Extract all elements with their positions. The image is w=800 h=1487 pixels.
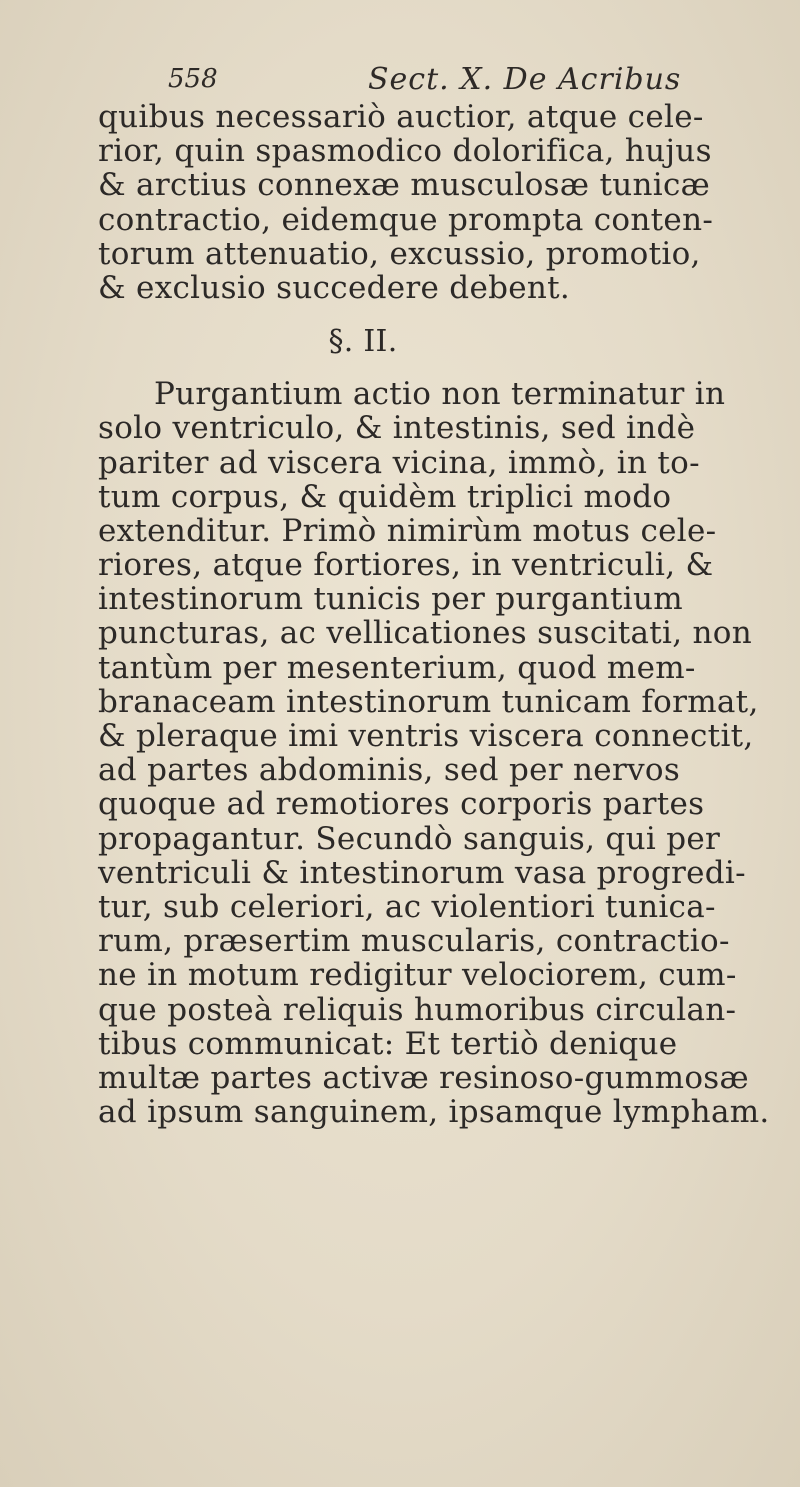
- text-line: solo ventriculo, & intestinis, sed indè: [98, 410, 696, 447]
- text-line: quoque ad remotiores corporis partes: [98, 786, 705, 823]
- text-line: extenditur. Primò nimirùm motus cele-: [98, 512, 717, 549]
- text-line: Purgantium actio non terminatur in: [154, 376, 726, 413]
- section-heading: §. II.: [328, 324, 398, 360]
- text-line: ad ipsum sanguinem, ipsamque lympham.: [98, 1094, 770, 1131]
- text-line: contractio, eidemque prompta conten-: [98, 201, 714, 238]
- text-line: que posteà reliquis humoribus circulan-: [98, 991, 737, 1028]
- text-line: tur, sub celeriori, ac violentiori tunica-: [98, 888, 716, 925]
- text-line: pariter ad viscera vicina, immò, in to-: [98, 444, 700, 481]
- paragraph-1: [98, 100, 778, 305]
- text-line: & exclusio succedere debent.: [98, 269, 571, 306]
- running-head: Sect. X. De Acribus: [368, 62, 682, 97]
- text-line: & arctius connexæ musculosæ tunicæ: [98, 167, 711, 204]
- text-line: ne in motum redigitur velociorem, cum-: [98, 957, 737, 994]
- text-line: ventriculi & intestinorum vasa progredi-: [98, 854, 746, 891]
- text-line: propagantur. Secundò sanguis, qui per: [98, 820, 721, 857]
- body-text: [98, 100, 778, 1129]
- text-line: quibus necessariò auctior, atque cele-: [98, 99, 704, 135]
- text-line: riores, atque fortiores, in ventriculi, &: [98, 547, 714, 584]
- text-line: tantùm per mesenterium, quod mem-: [98, 649, 696, 686]
- text-line: tibus communicat: Et tertiò denique: [98, 1025, 678, 1062]
- text-line: torum attenuatio, excussio, promotio,: [98, 235, 701, 272]
- text-line: rum, præsertim muscularis, contractio-: [98, 923, 730, 960]
- text-line: & pleraque imi ventris viscera connectit,: [98, 718, 754, 754]
- text-line: multæ partes activæ resinoso-gummosæ: [98, 1059, 749, 1096]
- text-line: intestinorum tunicis per purgantium: [98, 581, 683, 618]
- text-line: branaceam intestinorum tunicam format,: [98, 683, 759, 720]
- text-line: tum corpus, & quidèm triplici modo: [98, 478, 672, 515]
- page-number: 558: [168, 64, 218, 94]
- text-line: rior, quin spasmodico dolorifica, hujus: [98, 133, 712, 170]
- text-line: ad partes abdominis, sed per nervos: [98, 752, 681, 789]
- text-line: puncturas, ac vellicationes suscitati, non: [98, 615, 753, 652]
- paragraph-2: [98, 377, 778, 1129]
